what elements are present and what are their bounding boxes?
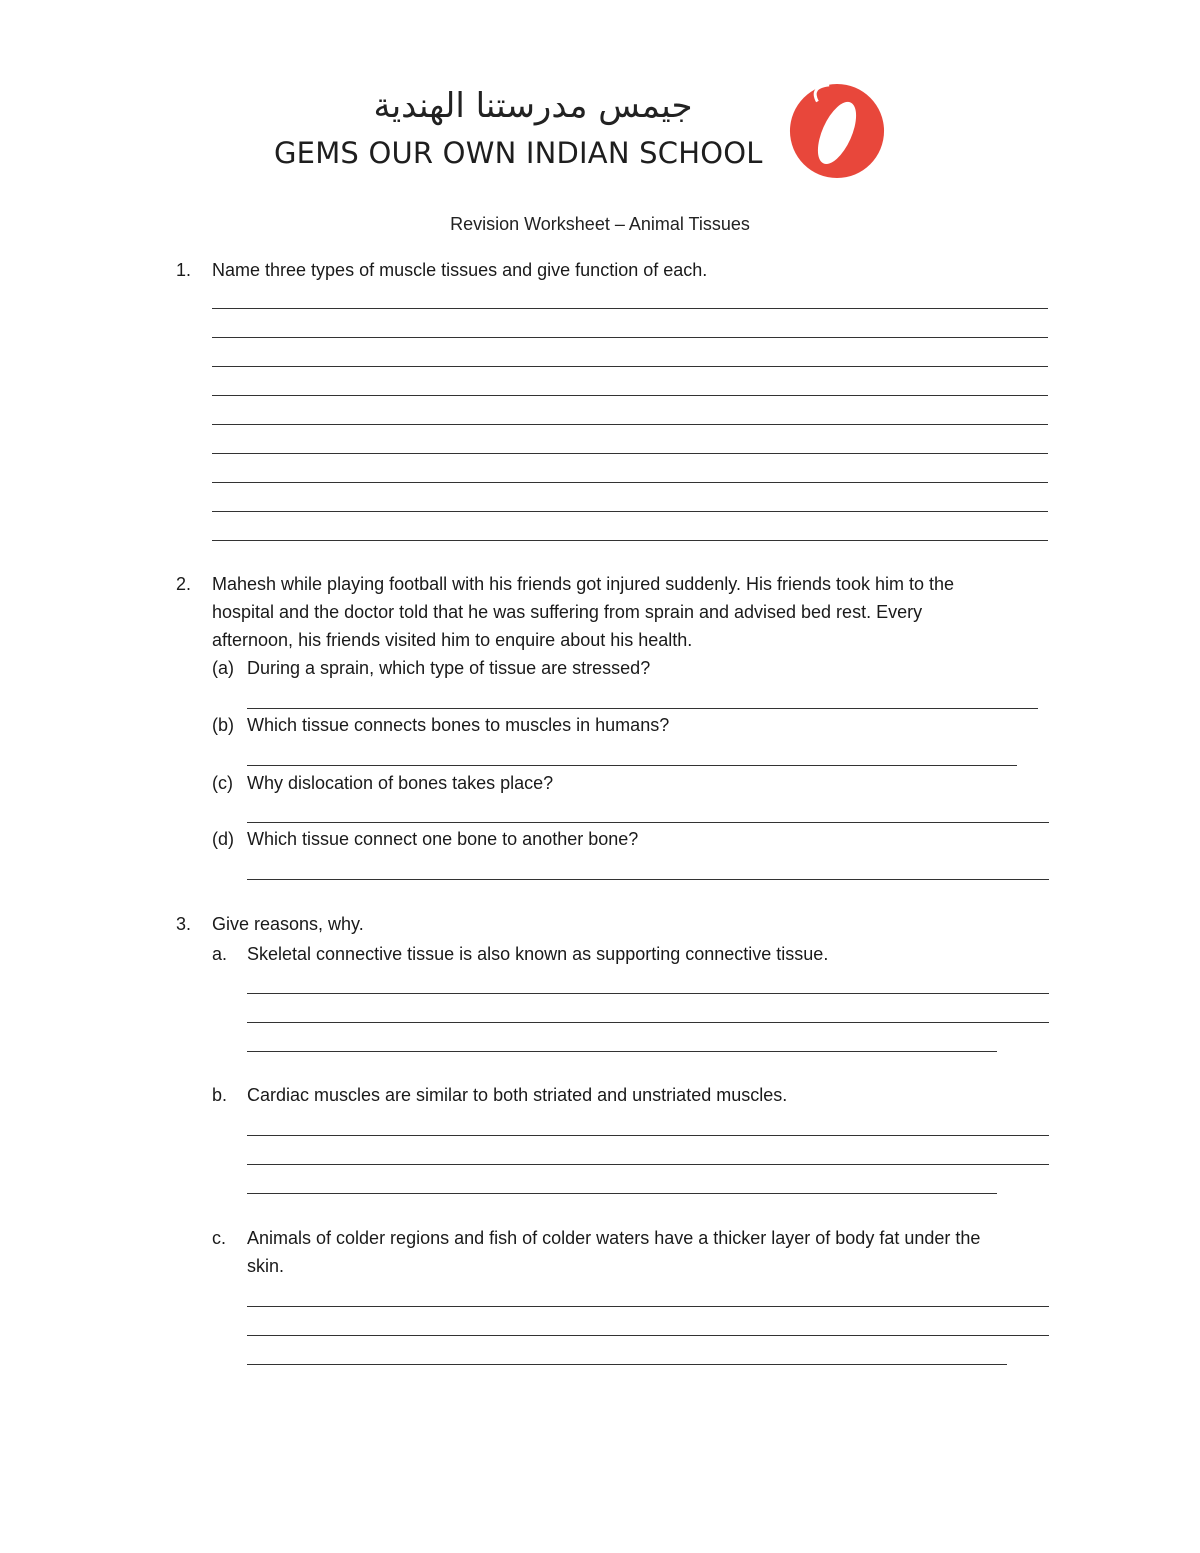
question-3b-text: Cardiac muscles are similar to both striated and unstriated muscles. xyxy=(247,1085,788,1105)
question-2a-text: During a sprain, which type of tissue are stressed? xyxy=(247,658,651,678)
answer-line[interactable] xyxy=(212,308,1048,309)
question-2-text-line: hospital and the doctor told that he was suffering from sprain and advised bed rest. Every xyxy=(212,602,923,622)
answer-line[interactable] xyxy=(247,879,1049,880)
answer-line[interactable] xyxy=(212,337,1048,338)
answer-line[interactable] xyxy=(247,1306,1049,1307)
question-2-text-line: Mahesh while playing football with his friends got injured suddenly. His friends took him to the xyxy=(212,574,955,594)
answer-line[interactable] xyxy=(247,765,1017,766)
answer-line[interactable] xyxy=(247,1022,1049,1023)
part-label: (a) xyxy=(212,658,234,678)
question-3a-text: Skeletal connective tissue is also known as supporting connective tissue. xyxy=(247,944,829,964)
answer-line[interactable] xyxy=(247,708,1038,709)
answer-line[interactable] xyxy=(247,1335,1049,1336)
answer-line[interactable] xyxy=(247,1135,1049,1136)
answer-line[interactable] xyxy=(212,395,1048,396)
school-name-arabic: جيمس مدرستنا الهندية xyxy=(373,86,693,126)
answer-line[interactable] xyxy=(247,1164,1049,1165)
part-label: (d) xyxy=(212,829,234,849)
question-3-number: 3. xyxy=(176,914,192,934)
answer-line[interactable] xyxy=(212,482,1048,483)
question-2b-text: Which tissue connects bones to muscles in humans? xyxy=(247,715,670,735)
part-label: (b) xyxy=(212,715,234,735)
answer-line[interactable] xyxy=(212,540,1048,541)
answer-line[interactable] xyxy=(212,424,1048,425)
part-label: b. xyxy=(212,1085,228,1105)
answer-line[interactable] xyxy=(212,511,1048,512)
part-label: c. xyxy=(212,1228,227,1248)
part-label: a. xyxy=(212,944,228,964)
worksheet-title: Revision Worksheet – Animal Tissues xyxy=(450,214,750,234)
question-1-text: Name three types of muscle tissues and give function of each. xyxy=(212,260,708,280)
question-2d-text: Which tissue connect one bone to another bone? xyxy=(247,829,639,849)
part-label: (c) xyxy=(212,773,233,793)
question-3-text: Give reasons, why. xyxy=(212,914,364,934)
question-2-number: 2. xyxy=(176,574,192,594)
school-logo xyxy=(270,80,890,190)
question-2c-text: Why dislocation of bones takes place? xyxy=(247,773,554,793)
answer-line[interactable] xyxy=(247,1051,997,1052)
answer-line[interactable] xyxy=(247,822,1049,823)
question-1-number: 1. xyxy=(176,260,192,280)
question-3c-text-continued: skin. xyxy=(247,1256,285,1276)
answer-line[interactable] xyxy=(247,993,1049,994)
school-name: GEMS OUR OWN INDIAN SCHOOL xyxy=(274,136,763,170)
answer-line[interactable] xyxy=(212,453,1048,454)
answer-line[interactable] xyxy=(247,1193,997,1194)
gems-o-logo-icon xyxy=(788,82,886,180)
question-3c-text: Animals of colder regions and fish of colder waters have a thicker layer of body fat under the xyxy=(247,1228,981,1248)
answer-line[interactable] xyxy=(212,366,1048,367)
question-2-text-line: afternoon, his friends visited him to enquire about his health. xyxy=(212,630,693,650)
answer-line[interactable] xyxy=(247,1364,1007,1365)
